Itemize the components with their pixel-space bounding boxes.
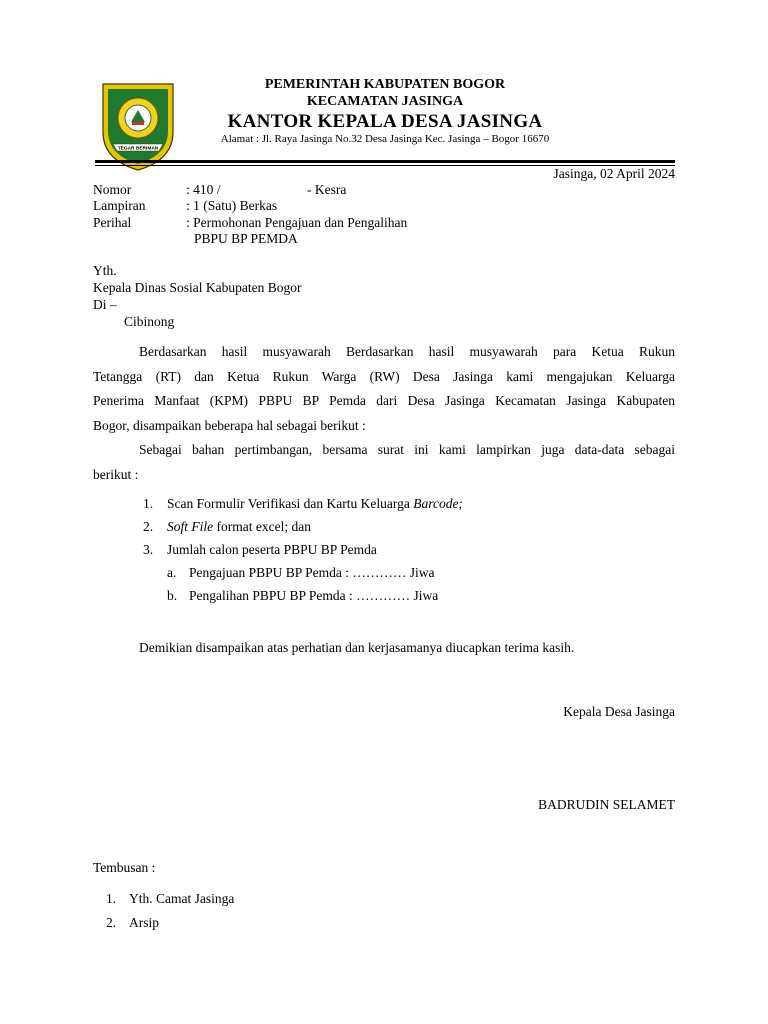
perihal-value-line-2: PBPU BP PEMDA xyxy=(194,231,298,246)
body-paragraph-2 xyxy=(93,438,675,487)
lampiran-value: : 1 (Satu) Berkas xyxy=(186,198,278,213)
paragraph-line: berikut : xyxy=(93,466,139,482)
letterhead-address: Alamat : Jl. Raya Jasinga No.32 Desa Jasinga Kec. Jasinga – Bogor 16670 xyxy=(220,133,550,145)
recipient-salutation: Yth. xyxy=(93,263,117,278)
list-item-number: 1. xyxy=(143,496,154,511)
list-item-number: 2. xyxy=(143,519,154,534)
perihal-value: : Permohonan Pengajuan dan Pengalihan xyxy=(186,215,408,230)
paragraph-line: Berdasarkan hasil musyawarah Berdasarkan hasil musyawarah para Ketua Rukun xyxy=(139,344,675,359)
body-paragraph-1 xyxy=(93,340,675,438)
letterhead-divider-thick xyxy=(95,160,675,163)
sublist-item-text: Pengalihan PBPU BP Pemda : ………… Jiwa xyxy=(189,588,439,603)
perihal-label: Perihal xyxy=(93,215,132,230)
closing-sentence: Demikian disampaikan atas perhatian dan kerjasamanya diucapkan terima kasih. xyxy=(139,640,575,655)
tembusan-item-number: 1. xyxy=(106,891,117,906)
signature-title: Kepala Desa Jasinga xyxy=(563,704,675,719)
recipient-name: Kepala Dinas Sosial Kabupaten Bogor xyxy=(93,280,302,295)
tembusan-item-number: 2. xyxy=(106,915,117,930)
list-item xyxy=(167,519,311,535)
nomor-value: : 410 / xyxy=(186,182,221,197)
list-item-text: Scan Formulir Verifikasi dan Kartu Keluarga xyxy=(167,496,414,511)
letter-date: Jasinga, 02 April 2024 xyxy=(553,166,675,181)
paragraph-line: Tetangga (RT) dan Ketua Rukun Warga (RW) Desa Jasinga kami mengajukan Keluarga xyxy=(93,368,675,384)
list-item-text: format excel; dan xyxy=(213,519,311,534)
recipient-place: Cibinong xyxy=(124,314,175,329)
list-item-italic: Barcode; xyxy=(413,496,463,511)
signature-name: BADRUDIN SELAMET xyxy=(538,797,675,812)
sublist-item-text: Pengajuan PBPU BP Pemda : ………… Jiwa xyxy=(189,565,435,580)
letterhead-line-2: KECAMATAN JASINGA xyxy=(306,94,464,109)
list-item-text: Jumlah calon peserta PBPU BP Pemda xyxy=(167,542,377,557)
paragraph-line: Sebagai bahan pertimbangan, bersama surat ini kami lampirkan juga data-data sebagai xyxy=(139,442,675,457)
kabupaten-bogor-emblem-icon xyxy=(99,80,177,172)
tembusan-item-text: Arsip xyxy=(129,915,159,930)
tembusan-item-text: Yth. Camat Jasinga xyxy=(129,891,235,906)
letterhead-office-name: KANTOR KEPALA DESA JASINGA xyxy=(227,111,543,132)
letterhead-line-1: PEMERINTAH KABUPATEN BOGOR xyxy=(264,77,506,92)
nomor-label: Nomor xyxy=(93,182,132,197)
nomor-suffix: - Kesra xyxy=(307,182,347,197)
sublist-item-letter: b. xyxy=(167,588,178,603)
sublist-item-letter: a. xyxy=(167,565,177,580)
list-item-number: 3. xyxy=(143,542,154,557)
paragraph-line: Penerima Manfaat (KPM) PBPU BP Pemda dari Desa Jasinga Kecamatan Jasinga Kabupaten xyxy=(93,393,675,408)
paragraph-line: Bogor, disampaikan beberapa hal sebagai berikut : xyxy=(93,417,366,433)
recipient-di: Di – xyxy=(93,297,117,312)
lampiran-label: Lampiran xyxy=(93,198,146,213)
logo-motto: TEGAR BERIMAN xyxy=(117,146,159,152)
list-item-italic: Soft File xyxy=(167,519,214,534)
tembusan-label: Tembusan : xyxy=(93,860,156,875)
list-item xyxy=(167,496,463,512)
